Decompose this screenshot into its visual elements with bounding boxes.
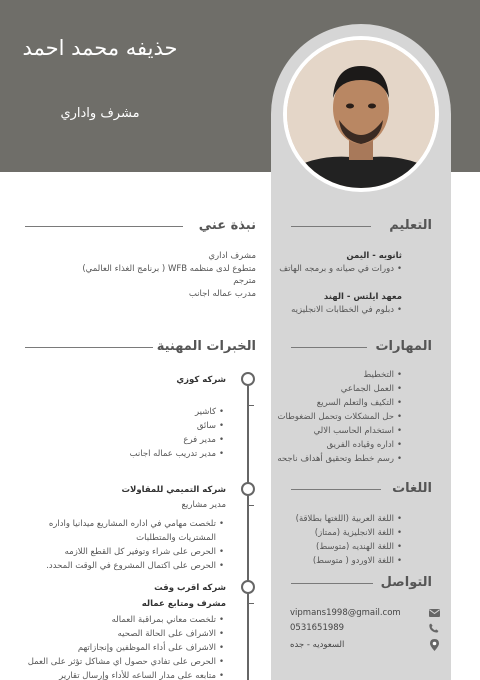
timeline-tick (249, 505, 254, 506)
timeline-tick (249, 603, 254, 604)
languages-divider (291, 489, 381, 490)
list-item: • اللغة الهنديه (متوسط) (296, 540, 402, 554)
timeline-line (247, 378, 249, 680)
about-title: نبذة عني (198, 218, 256, 233)
person-name: حذيفه محمد احمد (22, 36, 178, 60)
list-item: • استخدام الحاسب الالي (277, 424, 402, 438)
contact-email[interactable]: vipmans1998@gmail.com (290, 608, 401, 618)
list-item: • الاشراف على أداء الموظفين وإنجازاتهم (9, 641, 224, 655)
about-line: متطوع لدى منظمه WFB ( برنامج الغذاء العالمي) (82, 263, 256, 274)
list-item: • اللغة الانجليزية (ممتاز) (296, 526, 402, 540)
list-item: • تلخصت معاني بمراقبة العماله (9, 613, 224, 627)
contact-location-row (290, 638, 440, 652)
education-title: التعليم (389, 218, 432, 233)
list-item: • الحرص على اكتمال المشروع في الوقت المحدد. (19, 559, 224, 573)
job-company-1: شركه كوزي (176, 375, 226, 385)
job-company-2: شركه التميمي للمقاولات (121, 485, 226, 495)
list-item: • دبلوم في الخطابات الانجليزيه (291, 303, 402, 317)
skills-divider (291, 347, 367, 348)
about-line: مشرف اداري (208, 251, 256, 261)
job-company-3: شركه اقرب وقت (154, 583, 226, 593)
education-divider (291, 226, 371, 227)
education-list-1 (279, 262, 402, 276)
education-heading-2: معهد ايلتس - الهند (323, 292, 402, 302)
timeline-tick (249, 405, 254, 406)
list-item: • اللغة الاوردو ( متوسط) (296, 554, 402, 568)
list-item: • متابعه على مدار الساعه للأداء وإرسال تقارير (9, 669, 224, 680)
list-item: • حل المشكلات وتحمل الضغوطات (277, 410, 402, 424)
list-item: • العمل الجماعي (277, 382, 402, 396)
job-role-2: مدير مشاريع (181, 500, 226, 510)
languages-list (296, 512, 402, 568)
contact-location: السعوديه - جده (290, 640, 345, 650)
list-item: • كاشير (54, 405, 224, 419)
list-item: • التكيف والتعلم السريع (277, 396, 402, 410)
contact-phone-row (290, 621, 440, 635)
contact-email-row (290, 606, 440, 620)
skills-list (277, 368, 402, 466)
list-item: • مدير تدريب عماله اجانب (54, 447, 224, 461)
contact-divider (291, 583, 373, 584)
about-line: مترجم (233, 276, 256, 286)
profile-photo (287, 40, 435, 188)
list-item: • رسم خطط وتحقيق أهداف ناجحه (277, 452, 402, 466)
job-role-3: مشرف ومتابع عماله (141, 599, 226, 609)
experience-title: الخبرات المهنية (156, 339, 256, 354)
timeline-dot (241, 482, 255, 496)
contact-title: التواصل (380, 575, 432, 590)
list-item: • التخطيط (277, 368, 402, 382)
mail-icon (428, 607, 440, 619)
list-item: • اداره وقياده الفريق (277, 438, 402, 452)
about-text (26, 250, 256, 300)
job-tasks-3 (9, 613, 224, 680)
list-item: • دورات في صيانه و برمجه الهاتف (279, 262, 402, 276)
about-line: مدرب عماله اجانب (188, 288, 256, 299)
contact-phone[interactable]: 0531651989 (290, 623, 345, 633)
list-item: • تلخصت مهامي في اداره المشاريع ميدانيا واداره المشتريات والمتطلبات (19, 517, 224, 545)
list-item: • الحرص على شراء وتوفير كل القطع اللازمه (19, 545, 224, 559)
languages-title: اللغات (392, 481, 432, 496)
education-heading-1: ثانويه - اليمن (346, 251, 402, 261)
list-item: • سائق (54, 419, 224, 433)
portrait-illustration (287, 40, 435, 188)
experience-divider (25, 347, 153, 348)
location-pin-icon (428, 639, 440, 651)
education-list-2 (291, 303, 402, 317)
timeline-dot (241, 580, 255, 594)
job-title: مشرف واداري (60, 106, 140, 121)
phone-icon (428, 622, 440, 634)
timeline-dot (241, 372, 255, 386)
about-divider (25, 226, 183, 227)
job-tasks-1 (54, 405, 224, 461)
list-item: • اللغة العربية (اللغتها بطلاقة) (296, 512, 402, 526)
skills-title: المهارات (375, 339, 432, 354)
list-item: • مدير فرع (54, 433, 224, 447)
list-item: • الاشراف على الحالة الصحيه (9, 627, 224, 641)
list-item: • الحرص على تفادي حصول اي مشاكل تؤثر على العمل (9, 655, 224, 669)
job-tasks-2 (19, 517, 224, 573)
